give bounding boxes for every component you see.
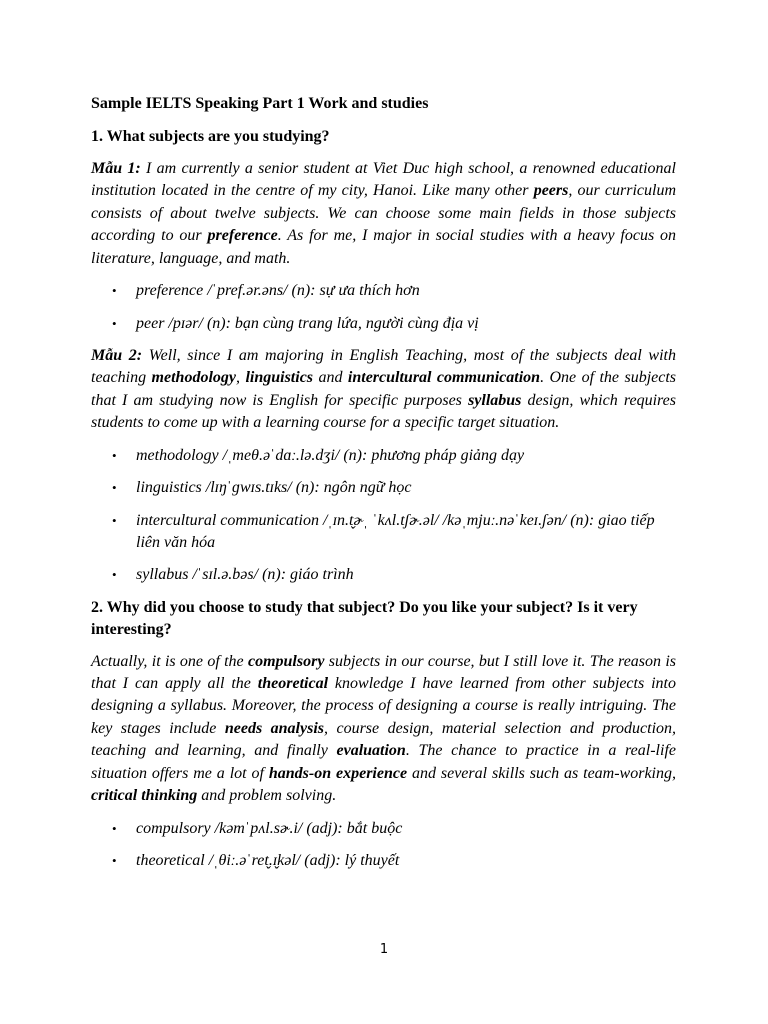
vocab-highlight: intercultural communication [347, 369, 541, 387]
bullet-icon: • [112, 853, 117, 868]
question-1: 1. What subjects are you studying? [91, 128, 330, 145]
document-title: Sample IELTS Speaking Part 1 Work and studies [91, 95, 429, 112]
bullet-icon: • [112, 283, 117, 299]
vocab-list-1 [91, 280, 676, 335]
vocab-text: compulsory /kəmˈpʌl.sɚ.i/ (adj): bắt buộc [136, 819, 403, 837]
answer-2 [91, 651, 676, 808]
answer-text: . The chance to practice in a real-life situation offers me a lot of [91, 742, 676, 782]
vocab-highlight: methodology [151, 369, 236, 387]
vocab-text: theoretical /ˌθiː.əˈret̬.ɪ̬kəl/ (adj): lý thuyết [136, 852, 400, 869]
vocab-item [91, 510, 676, 554]
vocab-text: peer /pɪər/ (n): bạn cùng trang lứa, người cùng địa vị [136, 314, 479, 332]
vocab-highlight: compulsory [247, 652, 325, 670]
answer-text: and several skills such as team-working, [407, 764, 676, 782]
vocab-text: linguistics /lɪŋˈɡwɪs.tɪks/ (n): ngôn ngữ học [136, 479, 412, 497]
vocab-highlight: critical thinking [91, 787, 198, 805]
document-body [91, 93, 676, 883]
answer-text: Well, since I am majoring in English Teaching, most of the subjects deal with teaching [91, 347, 676, 387]
vocab-highlight: evaluation [336, 742, 406, 760]
vocab-text: syllabus /ˈsɪl.ə.bəs/ (n): giáo trình [136, 566, 354, 584]
vocab-highlight: needs analysis [224, 719, 324, 737]
answer-text: , course design, material selection and production, teaching and learning, and finally [91, 719, 677, 760]
vocab-item [91, 564, 676, 586]
vocab-text: preference /ˈpref.ər.əns/ (n): sự ưa thích hơn [136, 282, 420, 300]
answer-text: subjects in our course, but I still love it. The reason is that I can apply all the [91, 652, 676, 693]
vocab-highlight: hands-on experience [268, 764, 408, 782]
answer-text: knowledge I have learned from other subjects into designing a syllabus. Moreover, the process of designing a course is really intriguing. The key stages include [91, 675, 676, 737]
vocab-item [91, 313, 676, 335]
vocab-highlight: peers [533, 182, 569, 200]
page-number: 1 [379, 942, 389, 957]
answer-text: . As for me, I major in social studies with a heavy focus on literature, language, and math. [91, 227, 677, 267]
bullet-icon: • [112, 480, 117, 496]
vocab-highlight: syllabus [468, 391, 522, 409]
vocab-highlight: preference [207, 227, 278, 245]
vocab-item [91, 445, 676, 467]
answer-text: , [235, 369, 246, 387]
sample-label-2: Mẫu 2: [91, 347, 143, 365]
answer-text: . One of the subjects that I am studying now is English for specific purposes [91, 369, 677, 409]
vocab-item [91, 818, 676, 840]
bullet-icon: • [112, 567, 117, 583]
vocab-list-2 [91, 445, 676, 587]
sample-label-1: Mẫu 1: [91, 160, 141, 177]
vocab-highlight: theoretical [257, 675, 329, 693]
answer-text: , our curriculum consists of about twelve subjects. We can choose some main fields in those subjects according to our [91, 182, 677, 245]
vocab-highlight: linguistics [245, 369, 314, 387]
vocab-list-3 [91, 818, 676, 873]
sample-answer-2 [91, 345, 676, 435]
sample-answer-1 [91, 158, 676, 270]
bullet-icon: • [112, 447, 117, 463]
vocab-text: intercultural communication /ˌɪn.t̬ɚˌ ˈkʌl.tʃɚ.əl/ /kəˌmjuː.nəˈkeɪ.ʃən/ (n): giao tiếp liên văn hóa [136, 511, 655, 551]
bullet-icon: • [112, 315, 117, 331]
answer-text: and problem solving. [197, 787, 337, 805]
answer-text: Actually, it is one of the [91, 652, 248, 670]
vocab-item [91, 477, 676, 499]
bullet-icon: • [112, 820, 117, 836]
vocab-text: methodology /ˌmeθ.əˈdɑː.lə.dʒi/ (n): phương pháp giảng dạy [136, 446, 525, 464]
vocab-item [91, 280, 676, 302]
answer-text: and [313, 369, 348, 387]
answer-text: design, which requires students to come up with a learning course for a specific target situation. [91, 391, 676, 432]
answer-text: I am currently a senior student at Viet Duc high school, a renowned educational institution located in the centre of my city, Hanoi. Like many other [91, 160, 676, 200]
bullet-icon: • [112, 512, 117, 528]
vocab-item [91, 850, 676, 872]
question-2: 2. Why did you choose to study that subject? Do you like your subject? Is it very interesting? [91, 598, 638, 638]
